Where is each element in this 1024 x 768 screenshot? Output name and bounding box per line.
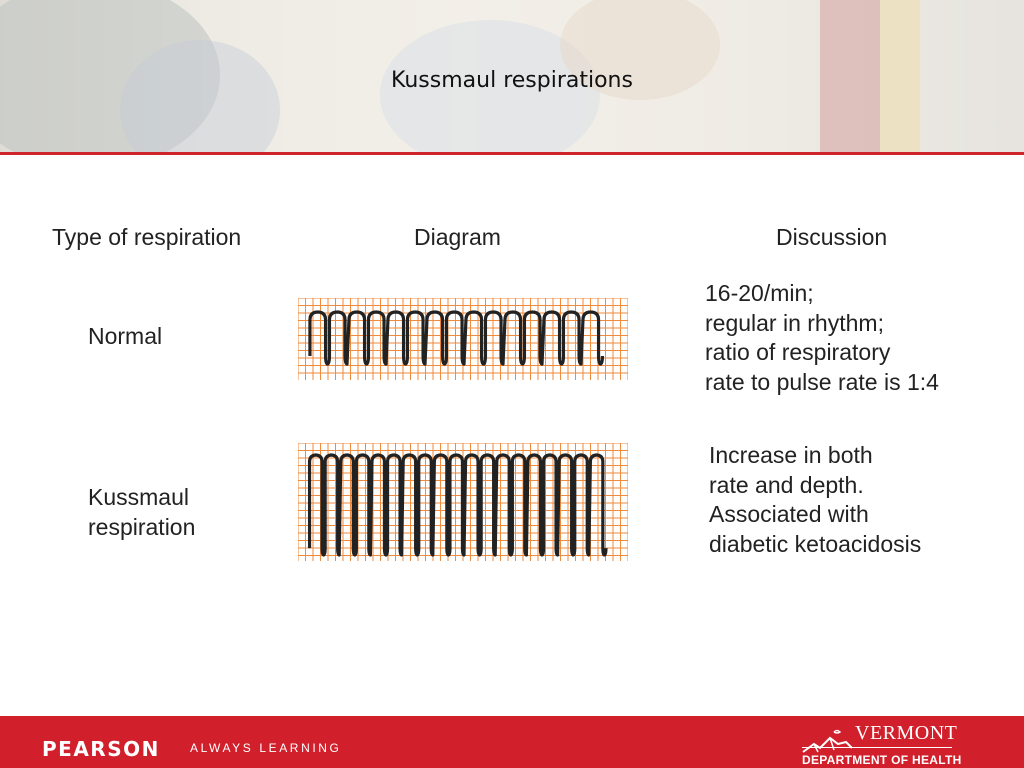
row-normal-discussion [705,279,939,397]
discussion-line: regular in rhythm; [705,309,884,336]
tagline: ALWAYS LEARNING [190,741,342,755]
slide-title: Kussmaul respirations [391,68,633,93]
vermont-wordmark: VERMONT [855,722,958,744]
column-header-type: Type of respiration [52,224,242,250]
vermont-department: DEPARTMENT OF HEALTH [802,753,962,767]
discussion-line: rate to pulse rate is 1:4 [705,368,939,395]
row-kussmaul-discussion [709,441,921,559]
discussion-line: diabetic ketoacidosis [709,530,922,557]
column-header-diagram: Diagram [414,224,501,250]
respiration-waveform [310,312,603,364]
kussmaul-respiration-diagram [298,443,628,561]
type-line: respiration [88,514,196,540]
pearson-logo: PEARSON [42,737,160,761]
discussion-line: Increase in both [709,442,873,468]
footer-bar [0,716,1024,768]
row-normal-type [88,321,162,351]
discussion-line: 16-20/min; [705,280,814,306]
type-line: Normal [88,323,163,349]
discussion-line: ratio of respiratory [705,339,891,365]
type-line: Kussmaul [88,484,189,510]
row-kussmaul-type [88,482,195,542]
banner-red-rule [0,152,1024,155]
discussion-line: Associated with [709,501,869,527]
column-header-discussion: Discussion [776,224,888,250]
normal-respiration-diagram [298,298,628,380]
vermont-divider [802,747,952,748]
discussion-line: rate and depth. [709,471,864,498]
